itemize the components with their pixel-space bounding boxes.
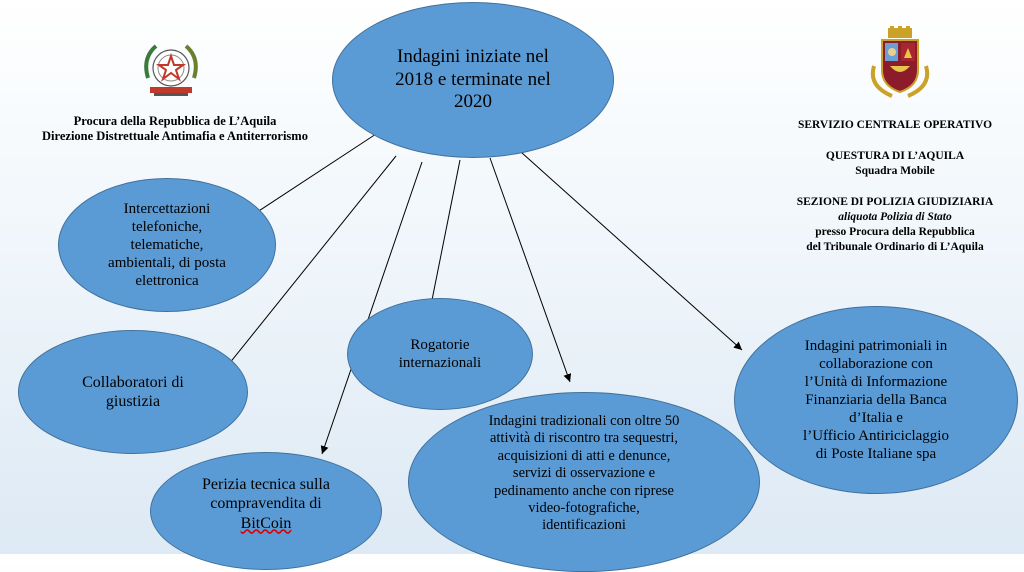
node-line: telematiche, [130, 237, 204, 253]
node-line: giustizia [105, 393, 161, 410]
right-header-line3: Squadra Mobile [855, 165, 935, 177]
right-header-line4: SEZIONE DI POLIZIA GIUDIZIARIA [796, 196, 994, 208]
node-line: Collaboratori di [82, 373, 184, 391]
node-line: acquisizioni di atti e denunce, [497, 447, 671, 464]
node-line: l’Ufficio Antiriciclaggio [803, 428, 949, 444]
node-patrimoniali [734, 306, 1018, 494]
node-line: Indagini patrimoniali in [804, 338, 948, 354]
node-line: d’Italia e [849, 410, 903, 426]
node-line: Perizia tecnica sulla [202, 476, 330, 494]
node-line: Rogatorie [410, 337, 470, 353]
left-header-line2: Direzione Distrettuale Antimafia e Antiterrorismo [42, 129, 308, 143]
right-header-line7: del Tribunale Ordinario di L’Aquila [806, 241, 984, 253]
node-line: attività di riscontro tra sequestri, [489, 430, 679, 447]
node-line: BitCoin [240, 514, 292, 532]
left-header-line1: Procura della Repubblica de L’Aquila [73, 114, 277, 128]
node-line: elettronica [135, 273, 199, 289]
node-tradizionali [408, 392, 760, 572]
node-line: pedinamento anche con riprese [494, 482, 674, 499]
right-header-line5: aliquota Polizia di Stato [838, 211, 952, 223]
node-rogatorie [347, 298, 533, 410]
node-line: Intercettazioni [123, 201, 211, 217]
arrow-to-patrimoniali [512, 144, 742, 350]
node-line: identificazioni [542, 517, 626, 534]
center-line: Indagini iniziate nel [397, 45, 549, 67]
node-perizia [150, 452, 382, 570]
node-line: Indagini tradizionali con oltre 50 [488, 413, 680, 429]
node-line: ambientali, di posta [108, 255, 226, 271]
node-line: l’Unità di Informazione [804, 374, 948, 390]
node-line: telefoniche, [131, 219, 203, 235]
node-line: Finanziaria della Banca [805, 392, 947, 408]
node-line: internazionali [398, 355, 482, 371]
right-header [770, 118, 1020, 255]
node-intercettazioni [58, 178, 276, 312]
center-line: 2020 [453, 91, 492, 113]
node-line: compravendita di [210, 495, 322, 513]
center-node [332, 2, 614, 158]
node-line: di Poste Italiane spa [815, 446, 937, 462]
polizia-di-stato-crest-icon [868, 26, 932, 100]
node-line: collaborazione con [819, 356, 933, 372]
center-line: 2018 e terminate nel [395, 68, 551, 90]
right-header-line1: SERVIZIO CENTRALE OPERATIVO [797, 119, 993, 131]
node-line: video-fotografiche, [528, 499, 640, 516]
italian-republic-emblem-icon [140, 38, 202, 102]
node-collaboratori [18, 330, 248, 454]
arrow-to-intercettazioni [242, 134, 376, 222]
left-header [10, 114, 340, 144]
node-line: servizi di osservazione e [512, 465, 656, 482]
right-header-line2: QUESTURA DI L’AQUILA [825, 150, 965, 162]
right-header-line6: presso Procura della Repubblica [815, 226, 975, 238]
